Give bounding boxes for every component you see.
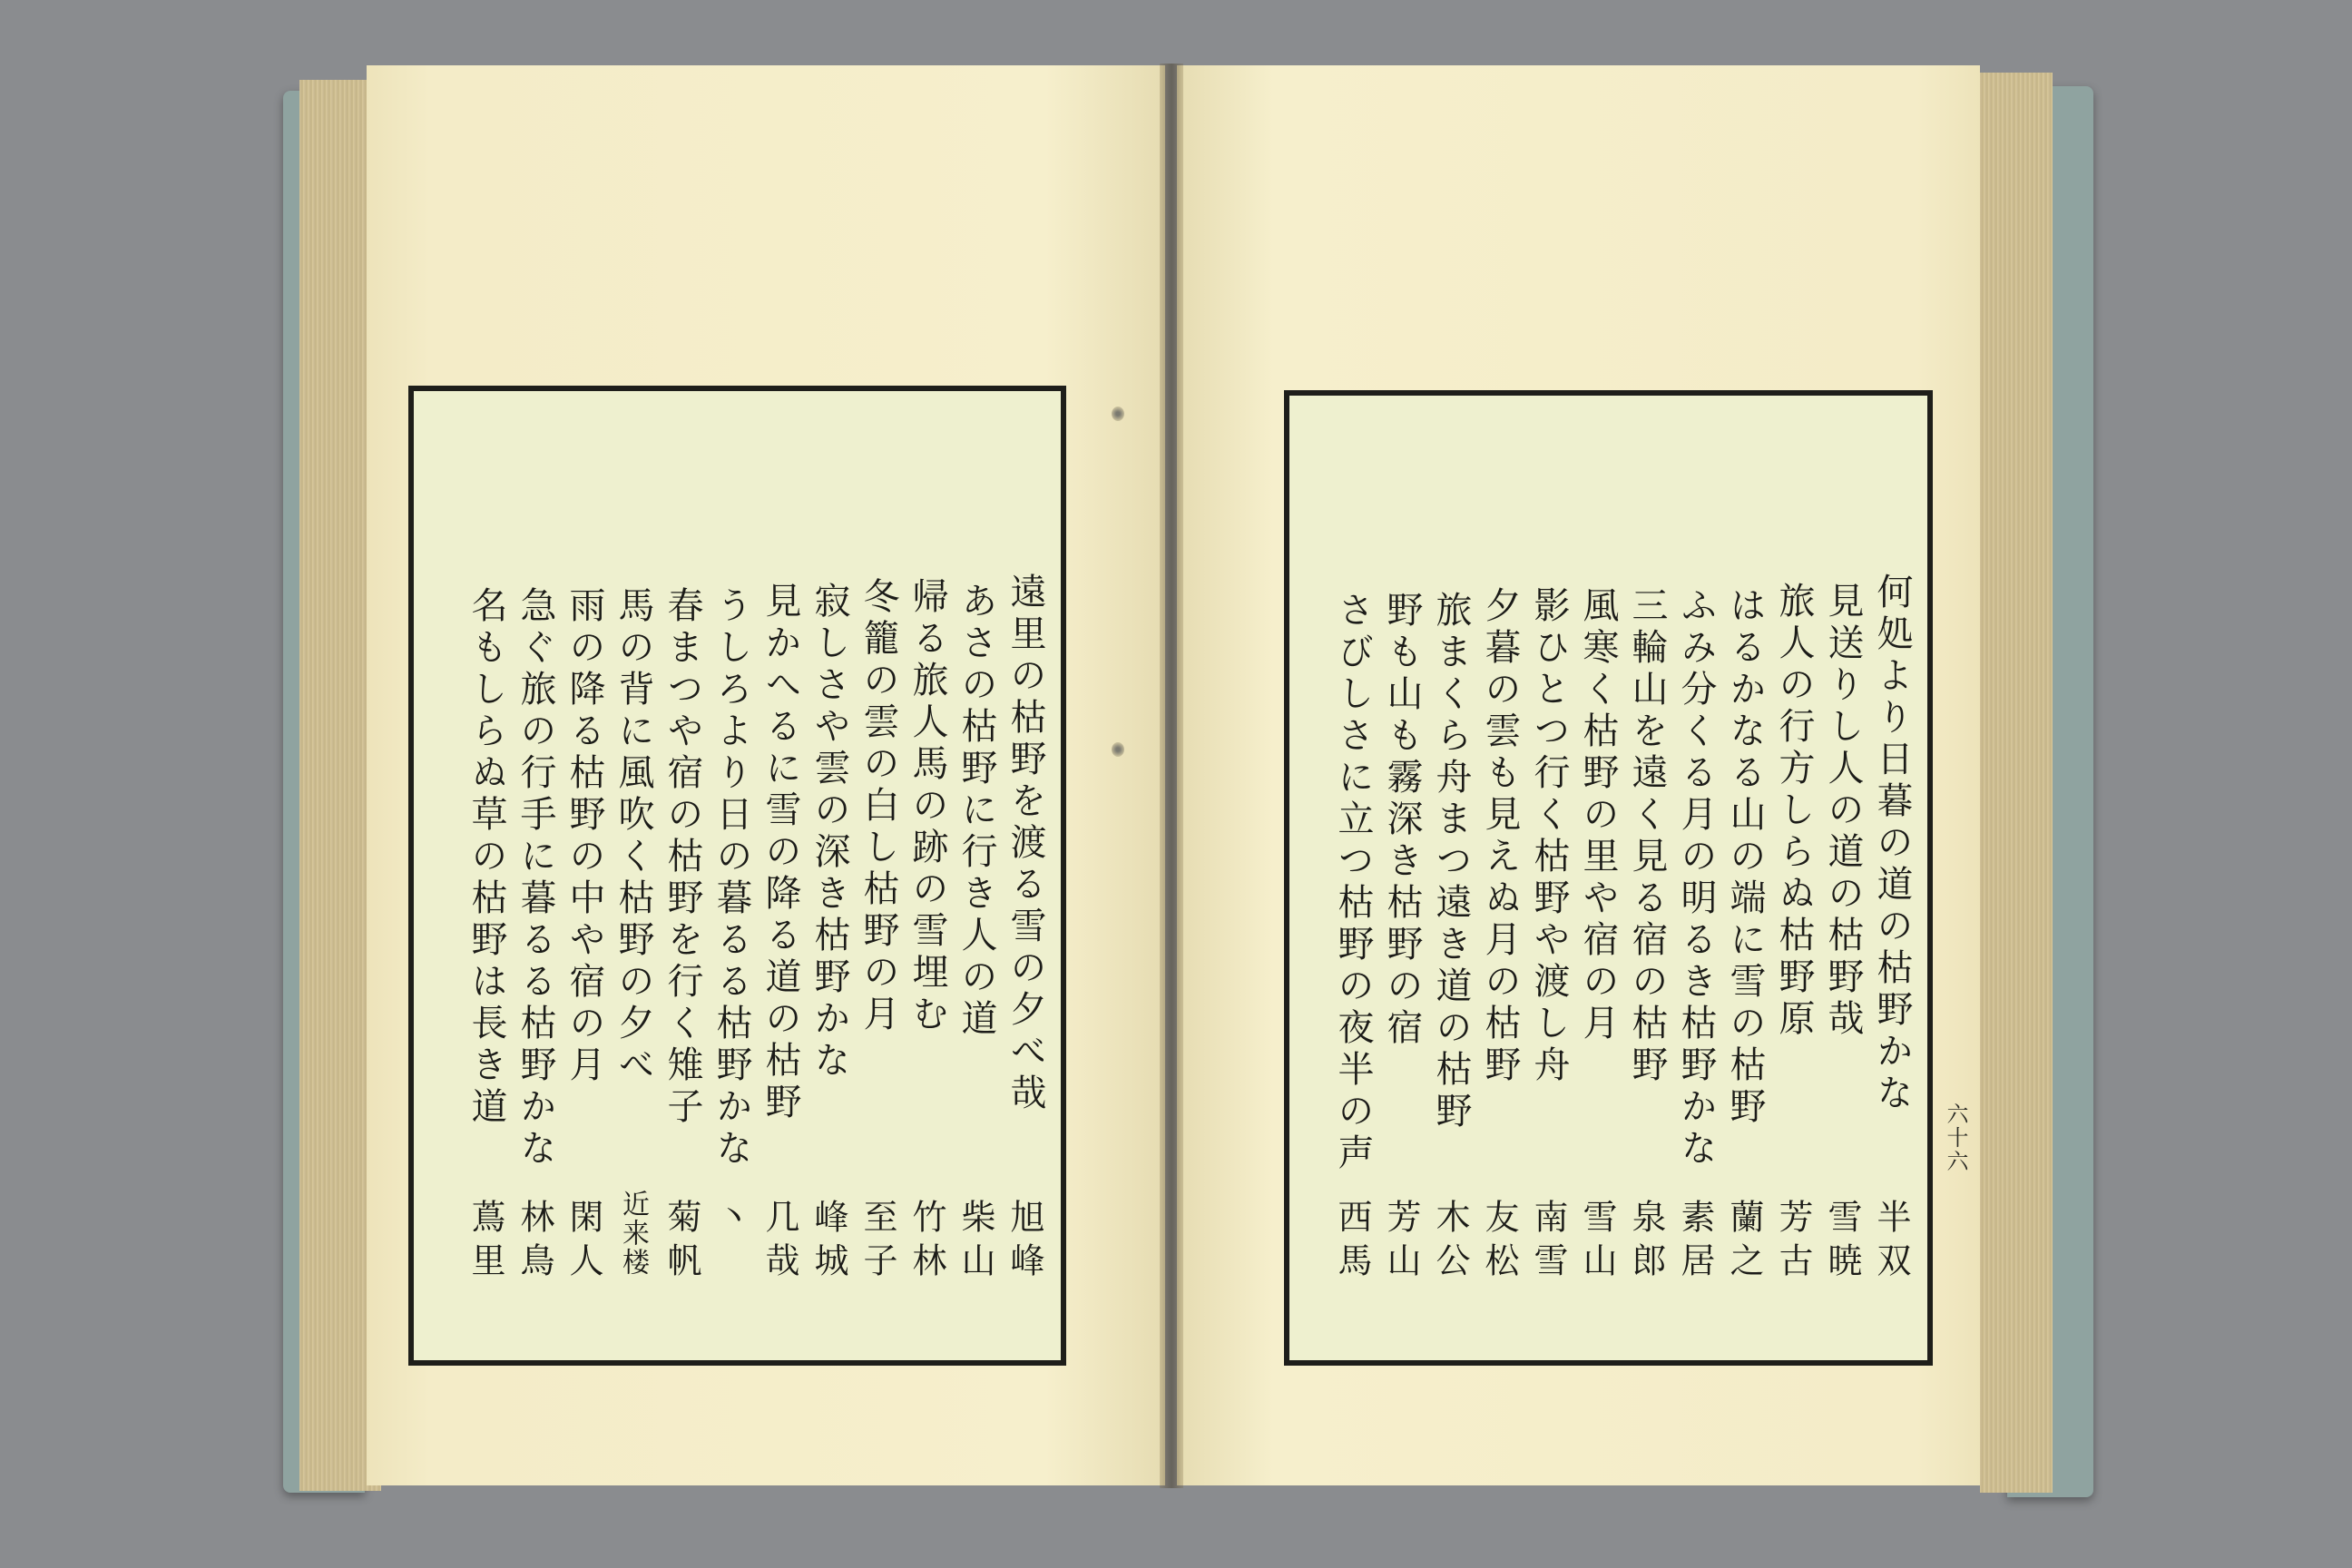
poet-name: 西馬 — [1332, 1199, 1372, 1286]
poem-column: うしろより日の暮るる枯野かな — [710, 586, 752, 1171]
poet-name: 雪山 — [1577, 1199, 1617, 1286]
poet-name: 近来楼 — [617, 1190, 649, 1277]
page-number: 六十六 — [1943, 1102, 1968, 1173]
page-edges-right — [1980, 73, 2053, 1493]
poet-name: 閑人 — [564, 1199, 603, 1286]
poem-column: 旅まくら舟まつ遠き道の枯野 — [1430, 591, 1472, 1133]
poem-column: 野も山も霧深き枯野の宿 — [1381, 591, 1423, 1050]
poet-name: 旭峰 — [1004, 1199, 1044, 1286]
poet-name: 蘭之 — [1724, 1199, 1764, 1286]
poem-column: 冬籠の雲の白し枯野の月 — [858, 577, 899, 1036]
poem-column: 夕暮の雲も見えぬ月の枯野 — [1479, 586, 1521, 1087]
poem-column: 風寒く枯野の里や宿の月 — [1577, 586, 1619, 1045]
poet-name: 南雪 — [1528, 1199, 1568, 1286]
poem-column: 帰る旅人馬の跡の雪埋む — [906, 577, 948, 1036]
poet-name: 泉郎 — [1626, 1199, 1666, 1286]
poet-name: 雪暁 — [1822, 1199, 1862, 1286]
book-gutter — [1160, 64, 1183, 1488]
poet-name: 木公 — [1430, 1199, 1470, 1286]
poet-name: 竹林 — [906, 1199, 946, 1286]
poem-column: 寂しさや雲の深き枯野かな — [808, 582, 850, 1083]
poet-name: 几哉 — [760, 1199, 799, 1286]
right-text-frame — [1284, 390, 1933, 1366]
poem-column: 旅人の行方しらぬ枯野原 — [1773, 582, 1815, 1041]
poem-column: 何処より日暮の道の枯野かな — [1871, 573, 1913, 1115]
poem-column: 雨の降る枯野の中や宿の月 — [564, 586, 605, 1087]
poet-name: 半双 — [1871, 1199, 1911, 1286]
left-text-frame — [408, 386, 1066, 1366]
poet-name: 丶 — [710, 1199, 750, 1242]
poem-column: さびしさに立つ枯野の夜半の声 — [1332, 591, 1374, 1175]
poem-column: あさの枯野に行き人の道 — [956, 582, 997, 1041]
poet-name: 素居 — [1675, 1199, 1715, 1286]
poem-column: はるかなる山の端に雪の枯野 — [1724, 586, 1766, 1129]
poet-name: 林鳥 — [514, 1199, 554, 1286]
poem-column: 遠里の枯野を渡る雪の夕べ哉 — [1004, 573, 1046, 1115]
poet-name: 友松 — [1479, 1199, 1519, 1286]
poet-name: 蔦里 — [466, 1199, 505, 1286]
poem-column: 春まつや宿の枯野を行く雉子 — [662, 586, 703, 1129]
poet-name: 菊帆 — [662, 1199, 701, 1286]
poem-column: 三輪山を遠く見る宿の枯野 — [1626, 586, 1668, 1087]
wormhole-mark — [1112, 742, 1124, 757]
poem-column: 見送りし人の道の枯野哉 — [1822, 582, 1864, 1041]
wormhole-mark — [1112, 407, 1124, 421]
poem-column: 馬の背に風吹く枯野の夕べ — [612, 586, 654, 1087]
poet-name: 芳古 — [1773, 1199, 1813, 1286]
poet-name: 峰城 — [808, 1199, 848, 1286]
poem-column: 急ぐ旅の行手に暮るる枯野かな — [514, 586, 556, 1171]
poem-column: 名もしらぬ草の枯野は長き道 — [466, 586, 507, 1129]
poet-name: 柴山 — [956, 1199, 995, 1286]
poet-name: 至子 — [858, 1199, 897, 1286]
poet-name: 芳山 — [1381, 1199, 1421, 1286]
poem-column: ふみ分くる月の明るき枯野かな — [1675, 586, 1717, 1171]
poem-column: 影ひとつ行く枯野や渡し舟 — [1528, 586, 1570, 1087]
poem-column: 見かへるに雪の降る道の枯野 — [760, 582, 801, 1124]
